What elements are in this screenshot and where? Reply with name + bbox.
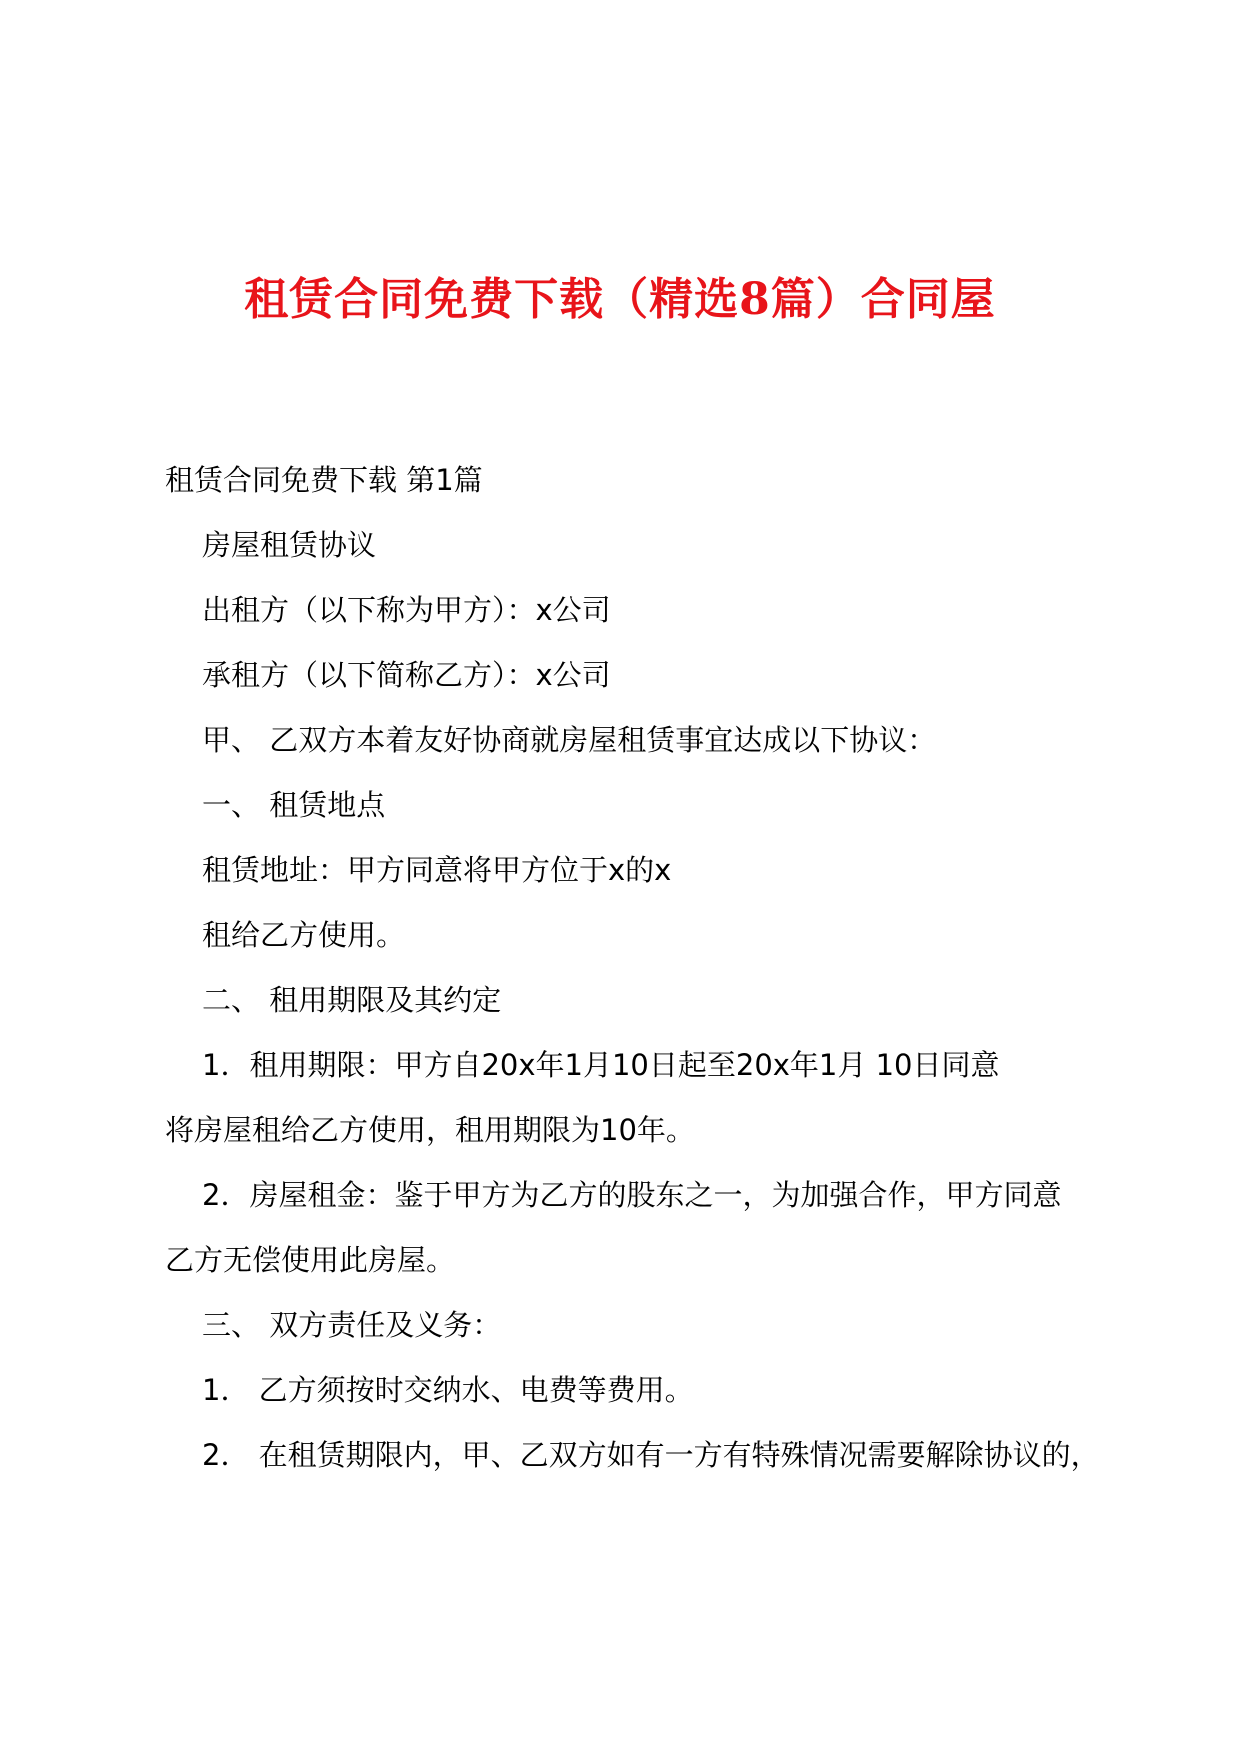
paragraph-line: 1． 乙方须按时交纳水、电费等费用。 xyxy=(202,1373,694,1407)
paragraph-line: 2． 在租赁期限内，甲、乙双方如有一方有特殊情况需要解除协议的， xyxy=(202,1438,1100,1472)
paragraph-line: 租赁合同免费下载 第1篇 xyxy=(165,463,483,497)
paragraph-line: 1．租用期限：甲方自20x年1月10日起至20x年1月 10日同意 xyxy=(202,1048,1000,1082)
paragraph-line: 房屋租赁协议 xyxy=(202,528,377,562)
paragraph-line: 租赁地址：甲方同意将甲方位于x的x xyxy=(202,853,672,887)
paragraph-line: 租给乙方使用。 xyxy=(202,918,406,952)
document-title: 租赁合同免费下载（精选8篇）合同屋 xyxy=(244,274,996,325)
paragraph-line: 将房屋租给乙方使用，租用期限为10年。 xyxy=(165,1113,695,1147)
paragraph-line: 三、 双方责任及义务： xyxy=(202,1308,502,1342)
paragraph-line: 一、 租赁地点 xyxy=(202,788,386,822)
paragraph-line: 出租方（以下称为甲方）：x公司 xyxy=(202,593,611,627)
paragraph-line: 二、 租用期限及其约定 xyxy=(202,983,502,1017)
document-body xyxy=(165,448,1125,1488)
paragraph-line: 承租方（以下简称乙方）：x公司 xyxy=(202,658,611,692)
paragraph-line: 乙方无偿使用此房屋。 xyxy=(165,1243,456,1277)
paragraph-line: 甲、 乙双方本着友好协商就房屋租赁事宜达成以下协议： xyxy=(202,723,937,757)
paragraph-line: 2．房屋租金：鉴于甲方为乙方的股东之一，为加强合作，甲方同意 xyxy=(202,1178,1062,1212)
